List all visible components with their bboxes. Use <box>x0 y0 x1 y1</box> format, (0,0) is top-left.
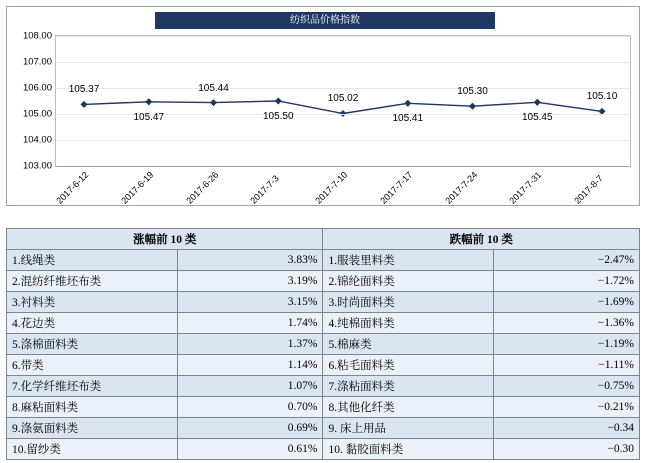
gainer-name: 8.麻粘面料类 <box>7 397 178 418</box>
gainer-name: 6.带类 <box>7 355 178 376</box>
chart-panel <box>6 6 640 206</box>
gainer-name: 2.混纺纤维坯布类 <box>7 271 178 292</box>
table-header-row <box>7 229 640 250</box>
x-axis-tick-label: 2017-7-3 <box>248 173 282 206</box>
x-axis-tick-label: 2017-6-12 <box>54 169 91 206</box>
loser-name: 5.棉麻类 <box>323 334 494 355</box>
table-row <box>7 439 640 460</box>
gainer-name: 4.花边类 <box>7 313 178 334</box>
data-point-label: 105.45 <box>521 112 553 124</box>
loser-name: 1.服装里料类 <box>323 250 494 271</box>
loser-value: −1.11% <box>494 355 640 376</box>
y-axis-tick-label: 108.00 <box>22 30 52 42</box>
gainer-name: 10.留纱类 <box>7 439 178 460</box>
gainer-value: 0.69% <box>177 418 323 439</box>
gainer-value: 3.83% <box>177 250 323 271</box>
x-axis-tick-label: 2017-8-7 <box>572 173 605 206</box>
y-axis-tick-label: 106.00 <box>22 82 52 94</box>
x-axis-tick-label: 2017-7-10 <box>313 169 350 206</box>
loser-value: −1.36% <box>494 313 640 334</box>
y-axis-tick-label: 105.00 <box>22 108 52 120</box>
table-body <box>7 250 640 460</box>
data-point-label: 105.10 <box>586 91 618 103</box>
data-point-label: 105.30 <box>457 86 488 98</box>
x-axis-tick-label: 2017-7-24 <box>442 169 479 206</box>
left-table-header: 涨幅前 10 类 <box>7 229 323 250</box>
loser-name: 4.纯棉面料类 <box>323 313 494 334</box>
loser-value: −0.34 <box>494 418 640 439</box>
y-axis-tick-label: 107.00 <box>22 56 52 68</box>
gainer-value: 3.15% <box>177 292 323 313</box>
x-axis-tick-label: 2017-6-26 <box>183 169 220 206</box>
x-axis-labels <box>55 169 631 213</box>
table-row <box>7 355 640 376</box>
loser-value: −1.19% <box>494 334 640 355</box>
y-gridline <box>56 36 630 37</box>
loser-name: 7.涤粘面料类 <box>323 376 494 397</box>
table-row <box>7 250 640 271</box>
y-gridline <box>56 166 630 167</box>
gainer-value: 1.14% <box>177 355 323 376</box>
loser-value: −0.30 <box>494 439 640 460</box>
y-gridline <box>56 140 630 141</box>
gainer-name: 1.线绳类 <box>7 250 178 271</box>
loser-name: 9. 床上用品 <box>323 418 494 439</box>
gainer-name: 3.衬料类 <box>7 292 178 313</box>
y-axis-tick-label: 104.00 <box>22 134 52 146</box>
gainer-value: 0.70% <box>177 397 323 418</box>
y-gridline <box>56 88 630 89</box>
data-point-label: 105.41 <box>392 113 424 125</box>
table-row <box>7 292 640 313</box>
table-row <box>7 376 640 397</box>
gainer-value: 1.37% <box>177 334 323 355</box>
loser-name: 8.其他化纤类 <box>323 397 494 418</box>
data-point-label: 105.50 <box>262 111 294 122</box>
loser-name: 3.时尚面料类 <box>323 292 494 313</box>
loser-name: 10. 黏胶面料类 <box>323 439 494 460</box>
chart-plot-area <box>22 30 631 172</box>
gainer-value: 0.61% <box>177 439 323 460</box>
rank-tables <box>6 228 640 456</box>
data-point-label: 105.44 <box>198 82 229 94</box>
data-point-label: 105.02 <box>327 93 359 105</box>
y-axis-tick-label: 103.00 <box>22 160 52 172</box>
right-table-header: 跌幅前 10 类 <box>323 229 640 250</box>
loser-value: −0.75% <box>494 376 640 397</box>
gainer-value: 1.07% <box>177 376 323 397</box>
data-point-label: 105.47 <box>133 111 165 123</box>
table-row <box>7 271 640 292</box>
y-gridline <box>56 62 630 63</box>
table-row <box>7 397 640 418</box>
loser-name: 6.粘毛面料类 <box>323 355 494 376</box>
loser-value: −0.21% <box>494 397 640 418</box>
x-axis-tick-label: 2017-6-19 <box>119 169 156 206</box>
loser-value: −1.72% <box>494 271 640 292</box>
data-point-label: 105.37 <box>68 84 100 96</box>
table-row <box>7 418 640 439</box>
gainer-value: 1.74% <box>177 313 323 334</box>
x-axis-tick-label: 2017-7-31 <box>507 169 544 206</box>
x-axis-tick-label: 2017-7-17 <box>378 169 415 206</box>
chart-title: 纺织品价格指数 <box>290 15 360 26</box>
gainers-losers-table <box>6 228 640 460</box>
loser-value: −1.69% <box>494 292 640 313</box>
gainer-value: 3.19% <box>177 271 323 292</box>
gainer-name: 7.化学纤维坯布类 <box>7 376 178 397</box>
chart-title-bar <box>155 12 495 29</box>
table-row <box>7 313 640 334</box>
gainer-name: 5.涤棉面料类 <box>7 334 178 355</box>
loser-name: 2.锦纶面料类 <box>323 271 494 292</box>
loser-value: −2.47% <box>494 250 640 271</box>
gainer-name: 9.涤氨面料类 <box>7 418 178 439</box>
table-row <box>7 334 640 355</box>
